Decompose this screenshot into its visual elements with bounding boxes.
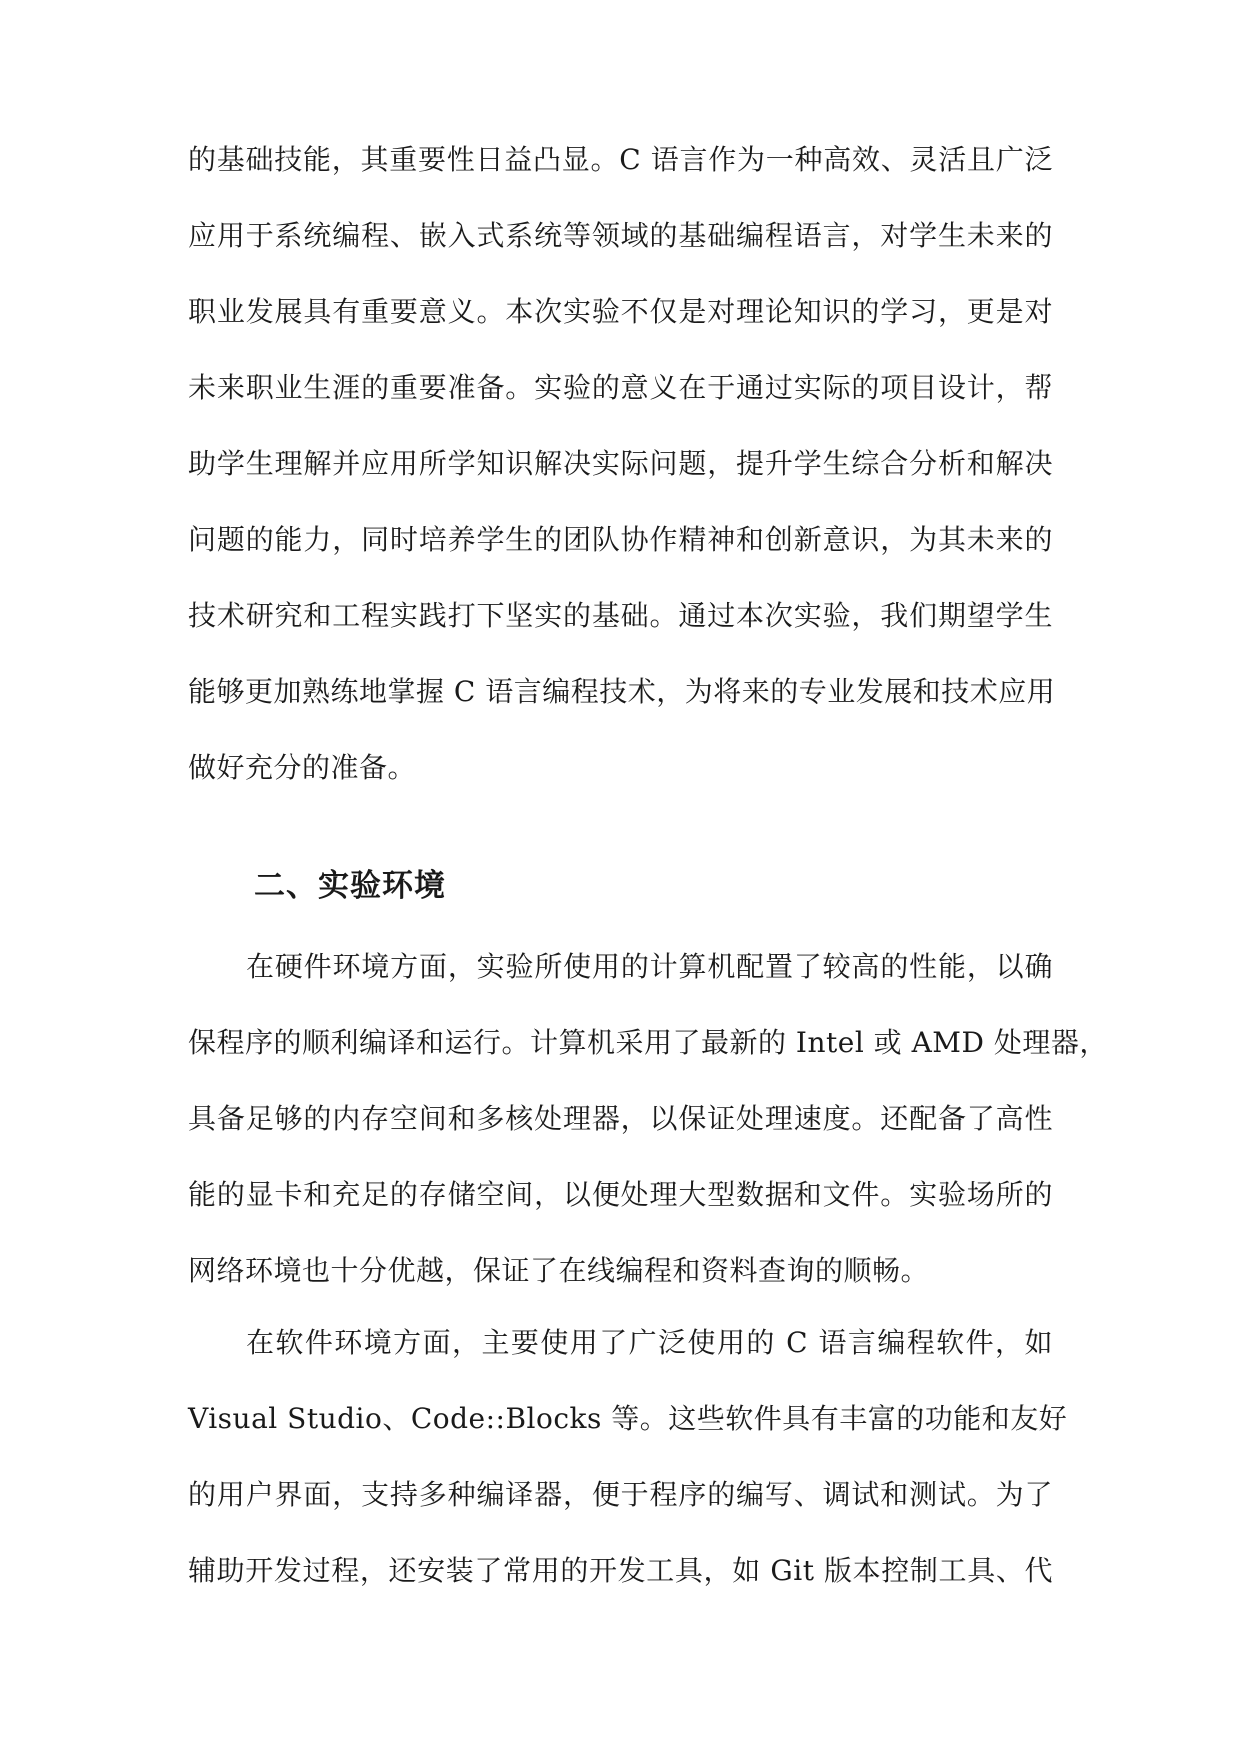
text-line: 在硬件环境方面，实验所使用的计算机配置了较高的性能，以确 [246,950,1053,983]
text-line: 能的显卡和充足的存储空间，以便处理大型数据和文件。实验场所的 [188,1178,1053,1211]
text-line: Visual Studio、Code::Blocks 等。这些软件具有丰富的功能和友好 [188,1402,1068,1435]
section-heading: 二、实验环境 [254,868,446,904]
paragraph-software [188,1305,1068,1609]
text-line: 应用于系统编程、嵌入式系统等领域的基础编程语言，对学生未来的 [188,219,1053,252]
text-line: 能够更加熟练地掌握 C 语言编程技术，为将来的专业发展和技术应用 [188,675,1056,708]
text-line: 网络环境也十分优越，保证了在线编程和资料查询的顺畅。 [188,1254,930,1287]
paragraph-hardware [188,929,1108,1309]
text-line: 技术研究和工程实践打下坚实的基础。通过本次实验，我们期望学生 [188,599,1053,632]
text-line: 助学生理解并应用所学知识解决实际问题，提升学生综合分析和解决 [188,447,1053,480]
text-line: 做好充分的准备。 [188,751,417,784]
text-line: 的用户界面，支持多种编译器，便于程序的编写、调试和测试。为了 [188,1478,1053,1511]
paragraph-intro [188,122,1056,806]
text-line: 职业发展具有重要意义。本次实验不仅是对理论知识的学习，更是对 [188,295,1053,328]
text-line: 具备足够的内存空间和多核处理器，以保证处理速度。还配备了高性 [188,1102,1053,1135]
text-line: 辅助开发过程，还安装了常用的开发工具，如 Git 版本控制工具、代 [188,1554,1053,1587]
text-line: 的基础技能，其重要性日益凸显。C 语言作为一种高效、灵活且广泛 [188,143,1053,176]
text-line: 问题的能力，同时培养学生的团队协作精神和创新意识，为其未来的 [188,523,1053,556]
text-line: 在软件环境方面，主要使用了广泛使用的 C 语言编程软件，如 [246,1326,1053,1359]
text-line: 未来职业生涯的重要准备。实验的意义在于通过实际的项目设计，帮 [188,371,1053,404]
text-line: 保程序的顺利编译和运行。计算机采用了最新的 Intel 或 AMD 处理器， [188,1026,1108,1059]
